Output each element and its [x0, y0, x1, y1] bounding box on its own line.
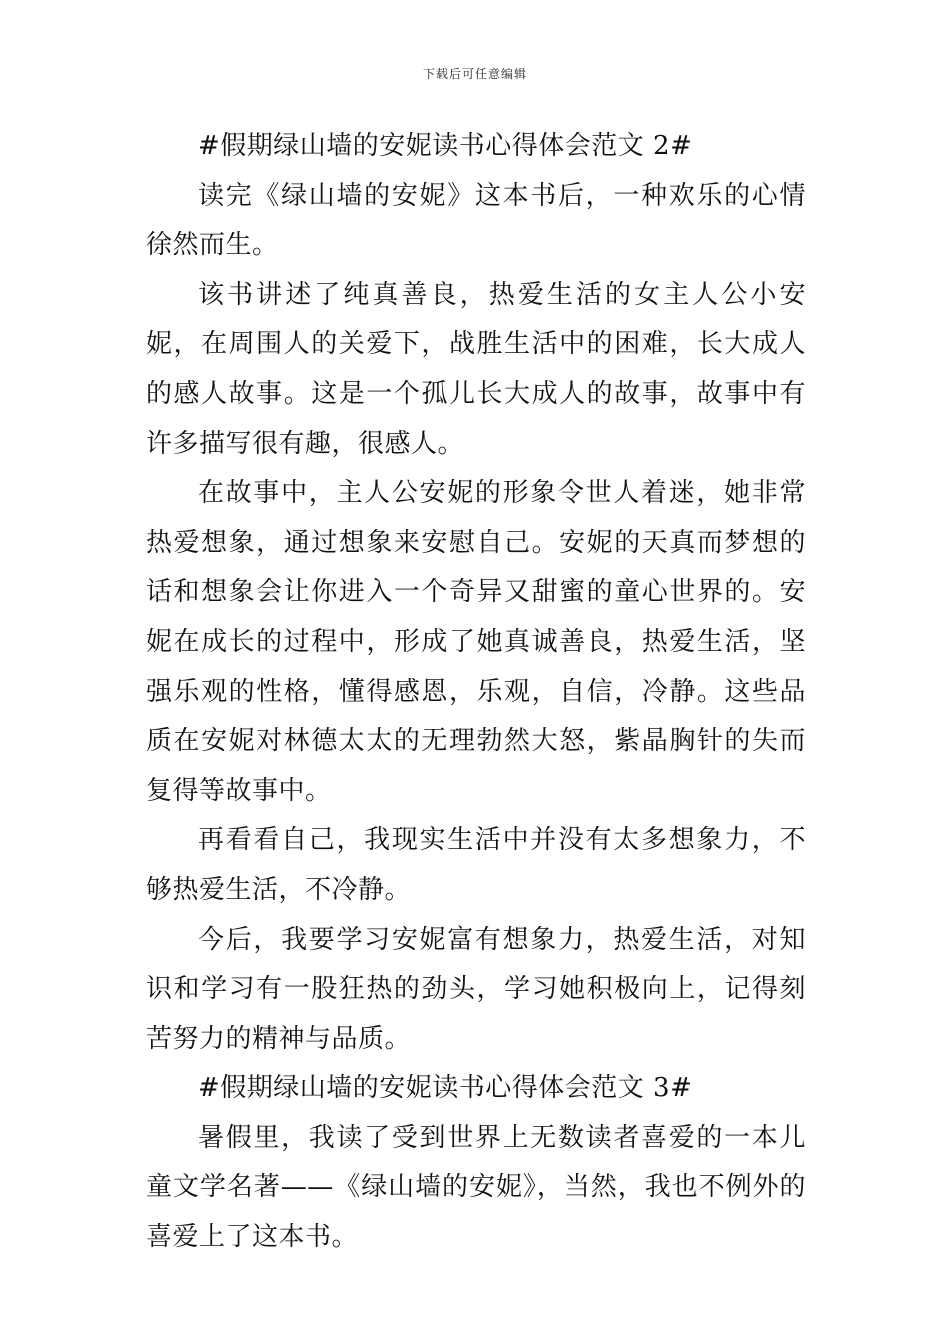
body-paragraph: 在故事中，主人公安妮的形象令世人着迷，她非常热爱想象，通过想象来安慰自己。安妮的天真而梦想的话和想象会让你进入一个奇异又甜蜜的童心世界的。安妮在成长的过程中，形成了她真诚善良，热爱生活，坚强乐观的性格，懂得感恩，乐观，自信，冷静。这些品质在安妮对林德太太的无理勃然大怒，紫晶胸针的失而复得等故事中。 [146, 478, 806, 806]
body-paragraph: 读完《绿山墙的安妮》这本书后，一种欢乐的心情徐然而生。 [146, 180, 806, 261]
body-paragraph: 暑假里，我读了受到世界上无数读者喜爱的一本儿童文学名著——《绿山墙的安妮》，当然，我也不例外的喜爱上了这本书。 [146, 1122, 806, 1253]
document-body [146, 122, 806, 1263]
body-paragraph: 今后，我要学习安妮富有想象力，热爱生活，对知识和学习有一股狂热的劲头，学习她积极向上，记得刻苦努力的精神与品质。 [146, 924, 806, 1054]
body-paragraph: 该书讲述了纯真善良，热爱生活的女主人公小安妮，在周围人的关爱下，战胜生活中的困难，长大成人的感人故事。这是一个孤儿长大成人的故事，故事中有许多描写很有趣，很感人。 [146, 279, 806, 459]
page-header: 下载后可任意编辑 [422, 67, 527, 81]
section-heading: #假期绿山墙的安妮读书心得体会范文 2# [198, 131, 693, 161]
body-paragraph: 再看看自己，我现实生活中并没有太多想象力，不够热爱生活，不冷静。 [146, 825, 806, 905]
section-heading: #假期绿山墙的安妮读书心得体会范文 3# [198, 1073, 693, 1104]
